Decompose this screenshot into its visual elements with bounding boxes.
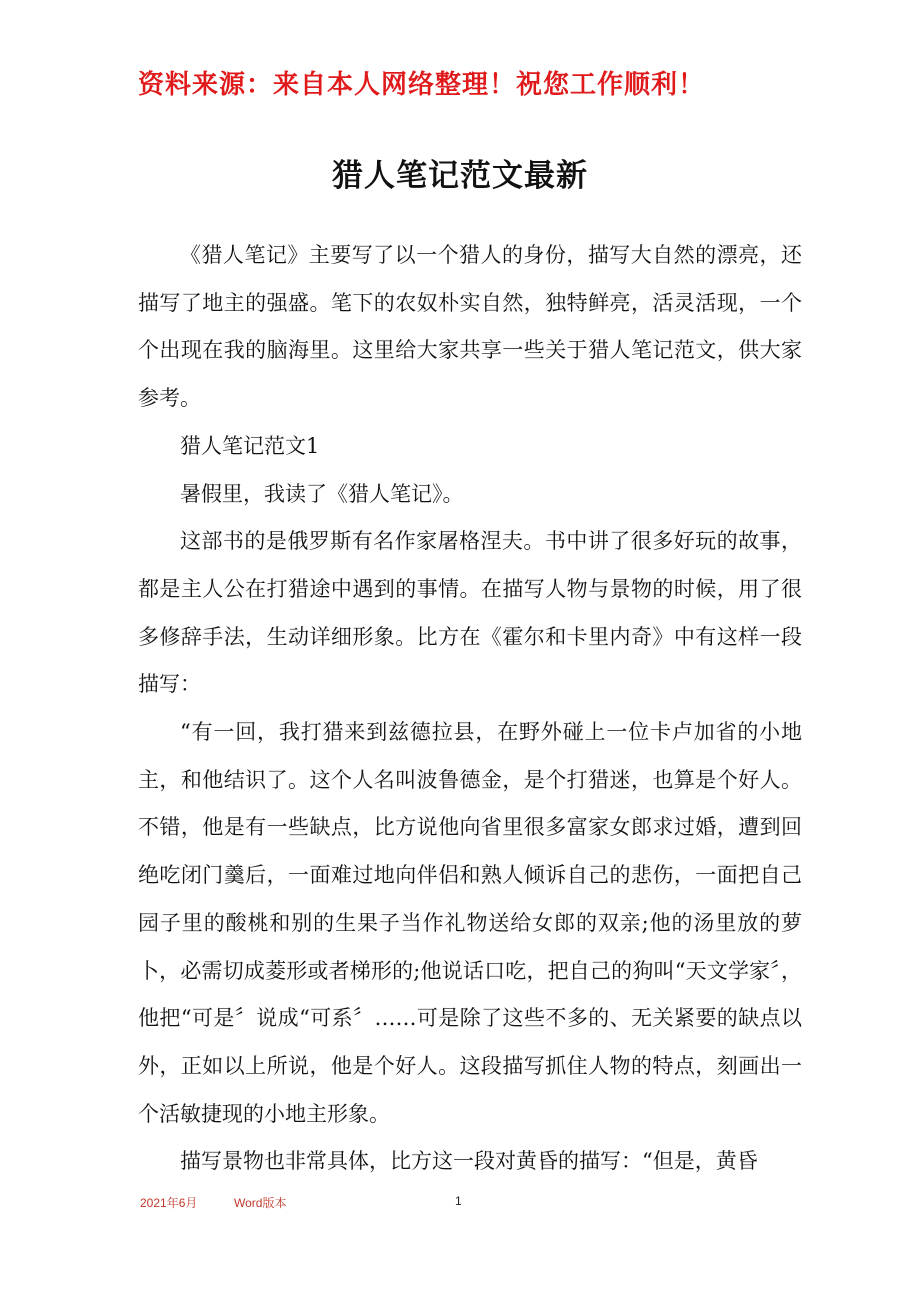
- document-body: [138, 232, 802, 1186]
- body-paragraph: 描写景物也非常具体，比方这一段对黄昏的描写：“但是，黄昏: [180, 1149, 758, 1174]
- source-note: 资料来源：来自本人网络整理！祝您工作顺利！: [138, 70, 706, 100]
- footer-version: Word版本: [234, 1196, 287, 1210]
- intro-paragraph: 《猎人笔记》主要写了以一个猎人的身份，描写大自然的漂亮，还描写了地主的强盛。笔下的农奴朴实自然，独特鲜亮，活灵活现，一个个出现在我的脑海里。这里给大家共享一些关于猎人笔记范文，供大家参考。: [138, 243, 802, 411]
- footer-date: 2021年6月: [140, 1196, 198, 1210]
- section-heading: 猎人笔记范文1: [180, 433, 320, 458]
- body-paragraph: 暑假里，我读了《猎人笔记》。: [180, 481, 464, 506]
- body-paragraph: 这部书的是俄罗斯有名作家屠格涅夫。书中讲了很多好玩的故事，都是主人公在打猎途中遇到的事情。在描写人物与景物的时候，用了很多修辞手法，生动详细形象。比方在《霍尔和卡里内奇》中有这样一段描写：: [138, 529, 802, 697]
- quote-paragraph: “有一回，我打猎来到兹德拉县，在野外碰上一位卡卢加省的小地主，和他结识了。这个人名叫波鲁德金，是个打猎迷，也算是个好人。不错，他是有一些缺点，比方说他向省里很多富家女郎求过婚，遭到回绝吃闭门羹后，一面难过地向伴侣和熟人倾诉自己的悲伤，一面把自己园子里的酸桃和别的生果子当作礼物送给女郎的双亲;他的汤里放的萝卜，必需切成菱形或者梯形的;他说话口吃，把自己的狗叫“天文学家〞，他把“可是〞说成“可系〞……可是除了这些不多的、无关紧要的缺点以外，正如以上所说，他是个好人。这段描写抓住人物的特点，刻画出一个活敏捷现的小地主形象。: [138, 720, 802, 1126]
- document-title: 猎人笔记范文最新: [332, 158, 588, 194]
- page-number: 1: [455, 1194, 462, 1208]
